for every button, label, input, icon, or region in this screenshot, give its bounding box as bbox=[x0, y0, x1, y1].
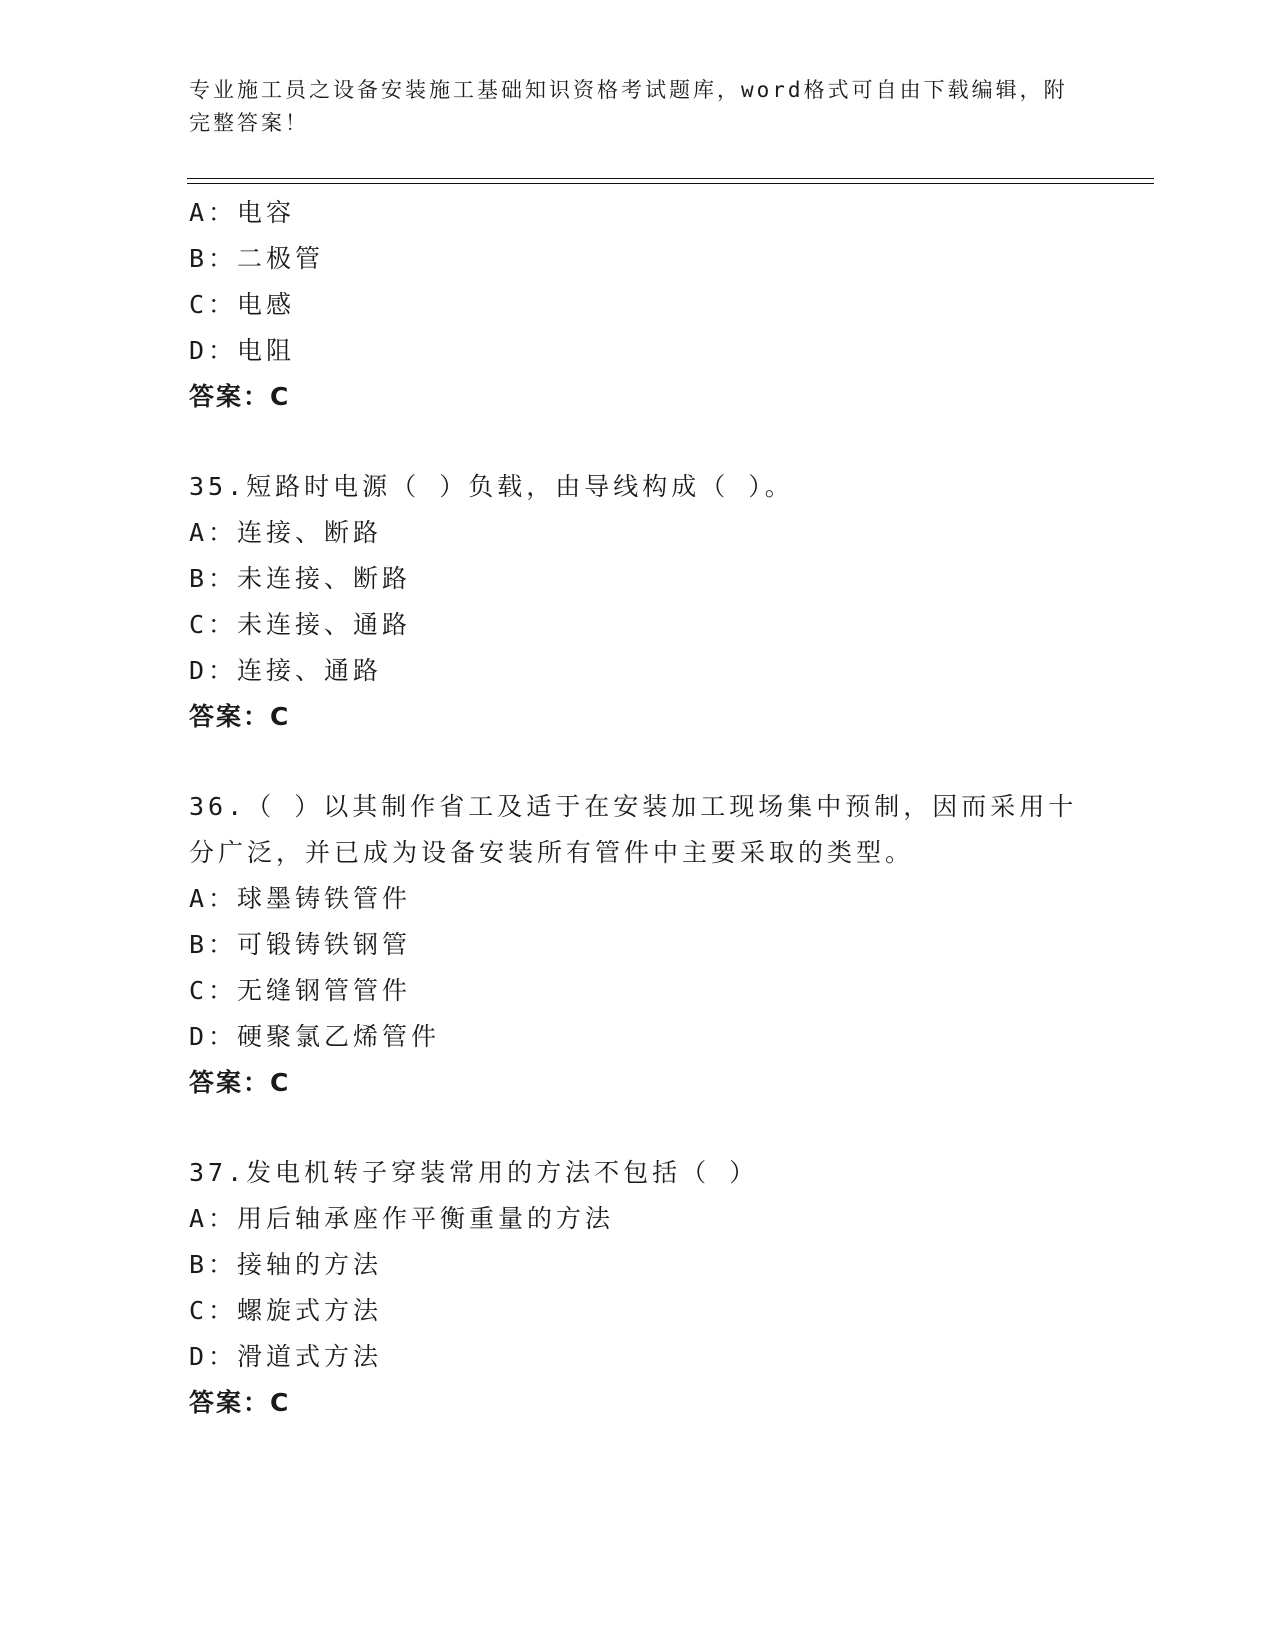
option-b: B：接轴的方法 bbox=[189, 1250, 383, 1279]
answer: 答案：C bbox=[189, 702, 291, 731]
option-a: A：球墨铸铁管件 bbox=[189, 884, 412, 913]
question-stem: 37.发电机转子穿装常用的方法不包括（ ） bbox=[189, 1158, 759, 1187]
option-d: D：滑道式方法 bbox=[189, 1342, 383, 1371]
question-stem: 35.短路时电源（ ）负载，由导线构成（ ）。 bbox=[189, 472, 794, 501]
option-b: B：可锻铸铁钢管 bbox=[189, 930, 412, 959]
option-d: D：连接、通路 bbox=[189, 656, 383, 685]
option-c: C：无缝钢管管件 bbox=[189, 976, 412, 1005]
question-block-37 bbox=[189, 1150, 1089, 1426]
header-divider-top bbox=[187, 178, 1154, 179]
option-c: C：未连接、通路 bbox=[189, 610, 412, 639]
option-d: D：硬聚氯乙烯管件 bbox=[189, 1022, 441, 1051]
question-stem: 36.（ ）以其制作省工及适于在安装加工现场集中预制，因而采用十分广泛，并已成为设备安装所有管件中主要采取的类型。 bbox=[189, 792, 1078, 867]
header-divider-bottom bbox=[187, 183, 1154, 184]
question-block-36 bbox=[189, 784, 1089, 1106]
question-block-34 bbox=[189, 190, 1089, 420]
answer: 答案：C bbox=[189, 1388, 291, 1417]
option-a: A：用后轴承座作平衡重量的方法 bbox=[189, 1204, 615, 1233]
option-d: D：电阻 bbox=[189, 336, 296, 365]
answer: 答案：C bbox=[189, 1068, 291, 1097]
option-b: B：未连接、断路 bbox=[189, 564, 412, 593]
option-c: C：电感 bbox=[189, 290, 296, 319]
option-c: C：螺旋式方法 bbox=[189, 1296, 383, 1325]
option-b: B：二极管 bbox=[189, 244, 325, 273]
option-a: A：连接、断路 bbox=[189, 518, 383, 547]
answer: 答案：C bbox=[189, 382, 291, 411]
option-a: A：电容 bbox=[189, 198, 296, 227]
question-block-35 bbox=[189, 464, 1089, 740]
question-list bbox=[189, 190, 1089, 1426]
document-header: 专业施工员之设备安装施工基础知识资格考试题库，word格式可自由下载编辑，附完整答案！ bbox=[189, 78, 1068, 135]
